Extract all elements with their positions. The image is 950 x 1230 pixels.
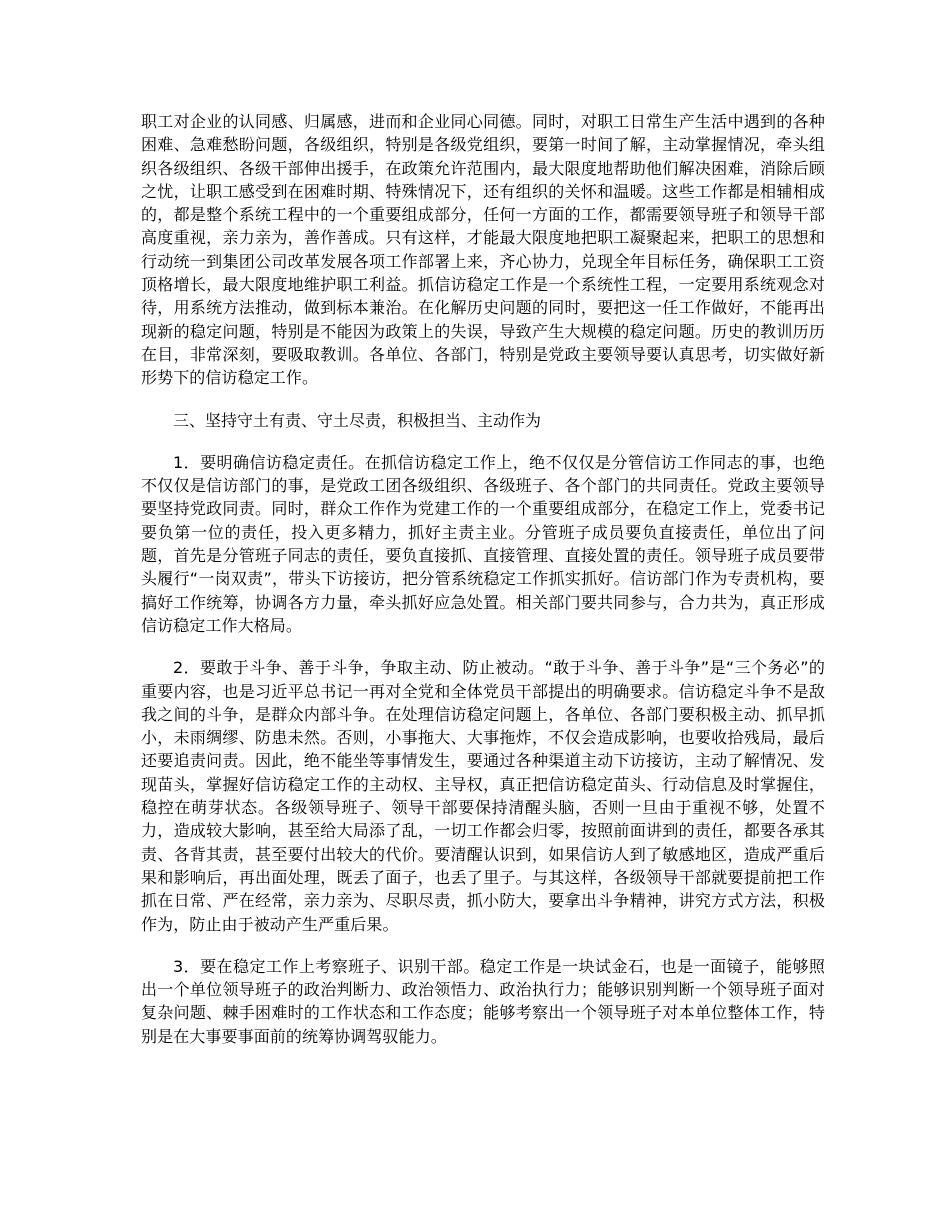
section-heading: 三、坚持守土有责、守土尽责，积极担当、主动作为 [173, 410, 542, 430]
paragraph-item-1: 1．要明确信访稳定责任。在抓信访稳定工作上，绝不仅仅是分管信访工作同志的事，也绝不仅仅是信访部门的事，是党政工团各级组织、各级班子、各个部门的共同责任。党政主要领导要坚持党政同责。同时，群众工作作为党建工作的一个重要组成部分，在稳定工作上，党委书记要负第一位的责任，投入更多精力，抓好主责主业。分管班子成员要负直接责任，单位出了问题，首先是分管班子同志的责任，要负直接抓、直接管理、直接处置的责任。领导班子成员要带头履行“一岗双责”，带头下访接访，把分管系统稳定工作抓实抓好。信访部门作为专责机构，要搞好工作统筹，协调各方力量，牵头抓好应急处置。相关部门要共同参与，合力共为，真正形成信访稳定工作大格局。 [141, 452, 825, 635]
paragraph-item-3: 3．要在稳定工作上考察班子、识别干部。稳定工作是一块试金石，也是一面镜子，能够照出一个单位领导班子的政治判断力、政治领悟力、政治执行力；能够识别判断一个领导班子面对复杂问题、棘手困难时的工作状态和工作态度；能够考察出一个领导班子对本单位整体工作，特别是在大事要事面前的统筹协调驾驭能力。 [141, 956, 825, 1046]
paragraph-continued: 职工对企业的认同感、归属感，进而和企业同心同德。同时，对职工日常生产生活中遇到的各种困难、急难愁盼问题，各级组织，特别是各级党组织，要第一时间了解，主动掌握情况，牵头组织各级组织、各级干部伸出援手，在政策允许范围内，最大限度地帮助他们解决困难，消除后顾之忧，让职工感受到在困难时期、特殊情况下，还有组织的关怀和温暖。这些工作都是相辅相成的，都是整个系统工程中的一个重要组成部分，任何一方面的工作，都需要领导班子和领导干部高度重视，亲力亲为，善作善成。只有这样，才能最大限度地把职工凝聚起来，把职工的思想和行动统一到集团公司改革发展各项工作部署上来，齐心协力，兑现全年目标任务，确保职工工资顶格增长，最大限度地维护职工利益。抓信访稳定工作是一个系统性工程，一定要用系统观念对待，用系统方法推动，做到标本兼治。在化解历史问题的同时，要把这一任工作做好，不能再出现新的稳定问题，特别是不能因为政策上的失误，导致产生大规模的稳定问题。历史的教训历历在目，非常深刻，要吸取教训。各单位、各部门，特别是党政主要领导要认真思考，切实做好新形势下的信访稳定工作。 [141, 112, 825, 388]
document-page [141, 110, 825, 1067]
paragraph-item-2: 2．要敢于斗争、善于斗争，争取主动、防止被动。“敢于斗争、善于斗争”是“三个务必”的重要内容，也是习近平总书记一再对全党和全体党员干部提出的明确要求。信访稳定斗争不是敌我之间的斗争，是群众内部斗争。在处理信访稳定问题上，各单位、各部门要积极主动、抓早抓小，未雨绸缪、防患未然。否则，小事拖大、大事拖炸，不仅会造成影响，也要收拾残局，最后还要追责问责。因此，绝不能坐等事情发生，要通过各种渠道主动下访接访，主动了解情况、发现苗头，掌握好信访稳定工作的主动权、主导权，真正把信访稳定苗头、行动信息及时掌握住，稳控在萌芽状态。各级领导班子、领导干部要保持清醒头脑，否则一旦由于重视不够，处置不力，造成较大影响，甚至给大局添了乱，一切工作都会归零，按照前面讲到的责任，都要各承其责、各背其责，甚至要付出较大的代价。要清醒认识到，如果信访人到了敏感地区，造成严重后果和影响后，再出面处理，既丢了面子，也丢了里子。与其这样，各级领导干部就要提前把工作抓在日常、严在经常，亲力亲为、尽职尽责，抓小防大，要拿出斗争精神，讲究方式方法，积极作为，防止由于被动产生严重后果。 [141, 658, 825, 934]
